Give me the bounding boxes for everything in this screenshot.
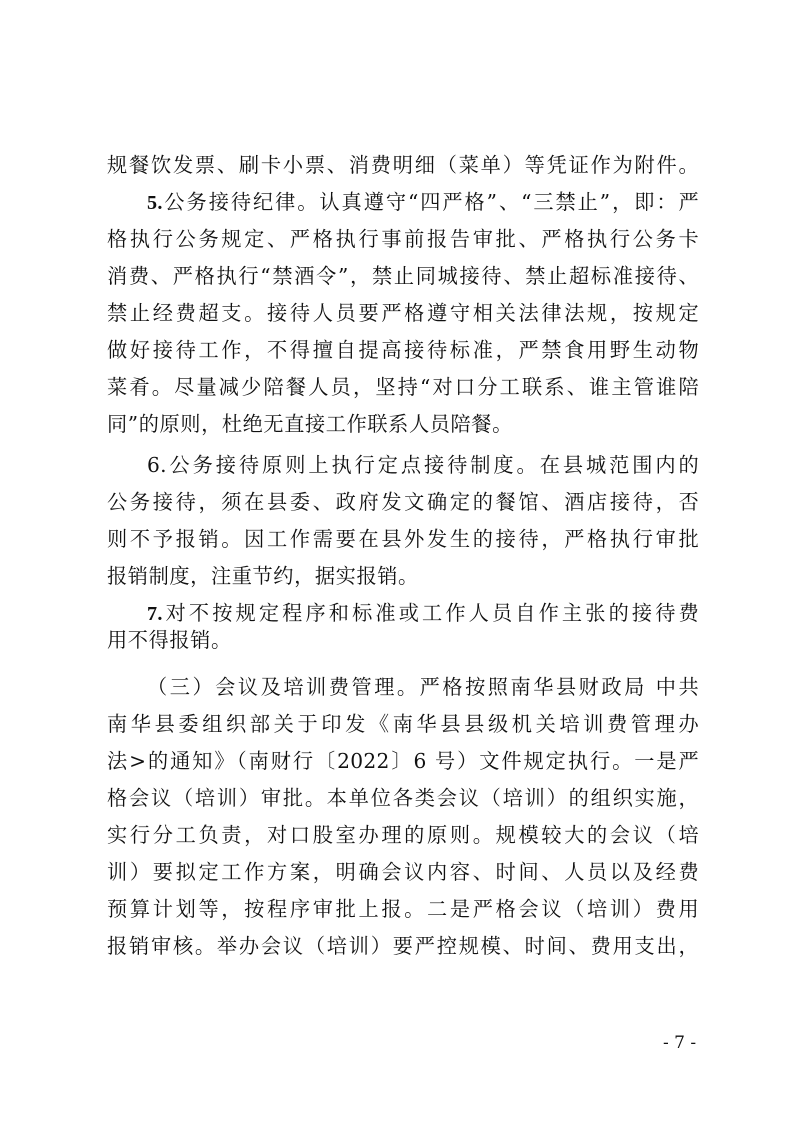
body-line: 预算计划等，按程序审批上报。二是严格会议（培训）费用: [107, 897, 699, 921]
body-line: 格执行公务规定、严格执行事前报告审批、严格执行公务卡: [107, 227, 699, 251]
body-line: 同”的原则，杜绝无直接工作联系人员陪餐。: [107, 412, 513, 436]
body-line: 用不得报销。: [107, 628, 232, 652]
body-line: 训）要拟定工作方案，明确会议内容、时间、人员以及经费: [107, 860, 699, 884]
body-line: 做好接待工作，不得擅自提高接待标准，严禁食用野生动物: [107, 338, 699, 362]
body-line: 实行分工负责，对口股室办理的原则。规模较大的会议（培: [107, 823, 699, 847]
item-7-first-line: [147, 598, 699, 628]
item-7-number: 7.: [147, 603, 163, 625]
item-5-number: 5.: [147, 192, 163, 214]
body-line: 则不予报销。因工作需要在县外发生的接待，严格执行审批: [107, 527, 699, 551]
body-line: 公务接待，须在县委、政府发文确定的餐馆、酒店接待，否: [107, 490, 699, 514]
body-line: 法>的通知》（南财行〔2022〕6 号）文件规定执行。一是严: [107, 749, 699, 773]
item-6-first-line: 6.公务接待原则上执行定点接待制度。在县城范围内的: [147, 453, 699, 477]
body-line: 规餐饮发票、刷卡小票、消费明细（菜单）等凭证作为附件。: [107, 153, 699, 177]
item-5-text: 公务接待纪律。认真遵守“四严格”、“三禁止”，即：严: [162, 190, 699, 214]
body-line: 南华县委组织部关于印发《南华县县级机关培训费管理办: [107, 712, 699, 736]
body-line: 消费、严格执行“禁酒令”，禁止同城接待、禁止超标准接待、: [107, 264, 699, 288]
body-line: 报销制度，注重节约，据实报销。: [107, 564, 419, 588]
item-5-first-line: [147, 187, 699, 217]
item-7-text: 对不按规定程序和标准或工作人员自作主张的接待费: [162, 601, 699, 625]
page-number: - 7 -: [663, 1033, 697, 1053]
section-3-first-line: （三）会议及培训费管理。严格按照南华县财政局 中共: [147, 675, 699, 699]
body-line: 菜肴。尽量减少陪餐人员，坚持“对口分工联系、谁主管谁陪: [107, 375, 699, 399]
body-line: 格会议（培训）审批。本单位各类会议（培训）的组织实施，: [107, 786, 699, 810]
body-line: 报销审核。举办会议（培训）要严控规模、时间、费用支出，: [107, 934, 699, 958]
body-line: 禁止经费超支。接待人员要严格遵守相关法律法规，按规定: [107, 301, 699, 325]
